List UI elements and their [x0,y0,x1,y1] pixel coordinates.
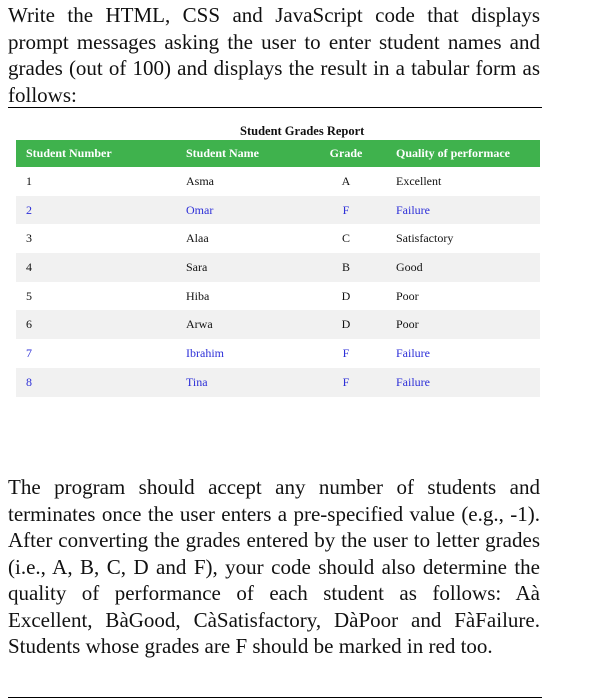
table-row [16,368,540,397]
cell-grade: F [342,345,350,360]
cell-grade: D [306,310,386,339]
cell-grade: B [306,253,386,282]
table-header-row [16,140,540,167]
cell-student-number: 2 [16,196,176,225]
cell-student-name: Sara [176,253,306,282]
cell-grade: C [341,231,350,246]
cell-student-number: 8 [16,368,176,397]
header-student-name: Student Name [176,140,306,167]
header-student-number: Student Number [16,140,176,167]
cell-quality: Poor [386,310,540,339]
table-caption: Student Grades Report [240,124,365,138]
cell-quality: Satisfactory [396,231,454,246]
cell-student-number: 1 [26,173,32,188]
cell-quality: Excellent [396,173,442,188]
cell-grade: A [341,173,351,188]
cell-quality: Failure [386,196,540,225]
table-row [16,224,540,253]
cell-quality: Good [386,253,540,282]
table-row [16,339,540,368]
cell-student-number: 4 [16,253,176,282]
cell-student-number: 6 [16,310,176,339]
header-grade: Grade [306,140,386,167]
header-quality: Quality of performace [386,140,540,167]
table-row [16,253,540,282]
cell-student-name: Tina [176,368,306,397]
divider-top [8,107,542,108]
cell-grade: F [306,368,386,397]
cell-grade: F [306,196,386,225]
table-row [16,310,540,339]
cell-student-number: 5 [26,288,32,303]
cell-student-name: Ibrahim [186,345,224,360]
cell-student-number: 7 [26,345,32,360]
cell-quality: Failure [386,368,540,397]
cell-student-name: Alaa [186,231,209,246]
cell-student-name: Omar [176,196,306,225]
divider-bottom [8,697,542,698]
table-row [16,196,540,225]
cell-quality: Failure [396,345,430,360]
cell-student-name: Arwa [176,310,306,339]
cell-grade: D [341,288,351,303]
cell-student-name: Hiba [186,288,210,303]
cell-quality: Poor [396,288,419,303]
table-row [16,282,540,311]
grades-table [16,140,540,397]
table-row [16,167,540,196]
intro-paragraph: Write the HTML, CSS and JavaScript code that displays prompt messages asking the user to enter student names and grades (out of 100) and displays the result in a tabular form as follows: [8,3,540,107]
cell-student-number: 3 [26,231,32,246]
cell-student-name: Asma [186,173,214,188]
closing-paragraph: The program should accept any number of students and terminates once the user enters a pre-specified value (e.g., -1). After converting the grades entered by the user to letter grades (i.e., A, B, C, D and F), your code should also determine the quality of performance of each student as follows: Aà Excellent, BàGood, CàSatisfactory, DàPoor and FàFailure. Students whose grades are F should be marked in red too. [8,475,540,658]
